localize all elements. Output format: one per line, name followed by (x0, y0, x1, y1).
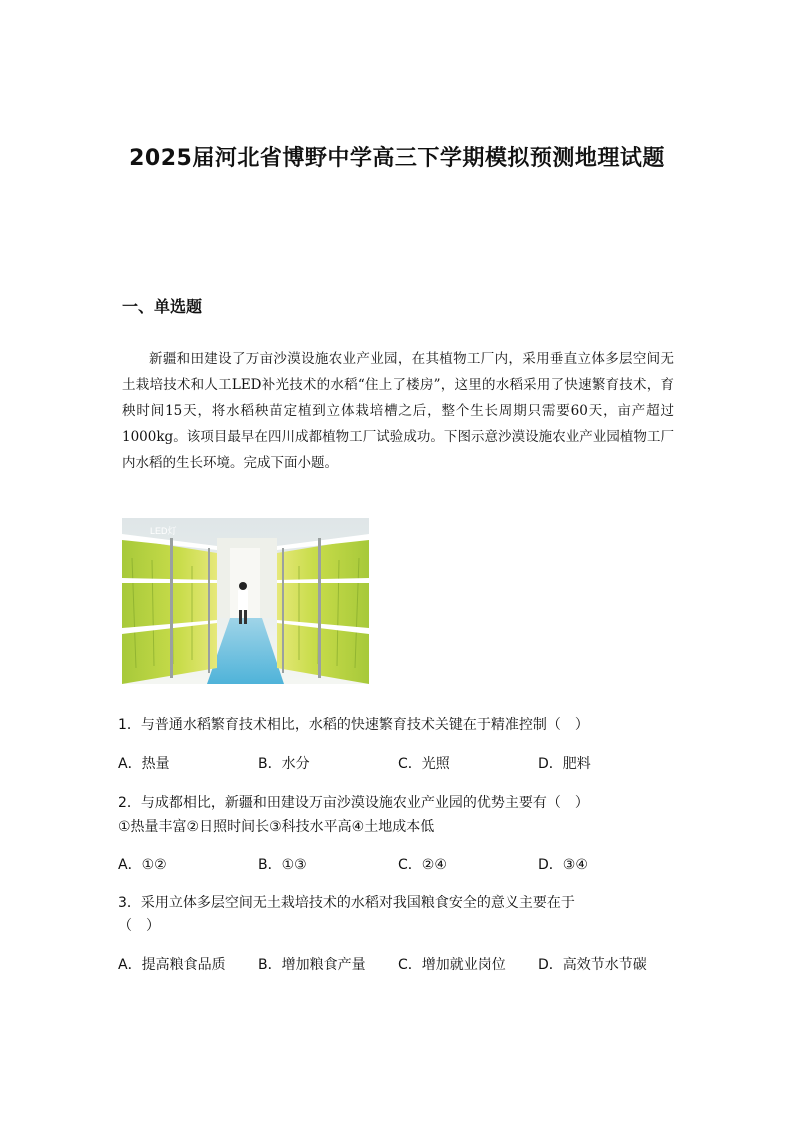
q1-option-c[interactable]: C．光照 (398, 756, 450, 772)
q3-option-d[interactable]: D．高效节水节碳 (538, 957, 647, 973)
q1-option-a[interactable]: A．热量 (118, 756, 170, 772)
q1-option-b[interactable]: B．水分 (258, 756, 310, 772)
q2-option-c[interactable]: C．②④ (398, 857, 447, 873)
q3-option-b[interactable]: B．增加粮食产量 (258, 957, 366, 973)
question-3-options (118, 953, 678, 977)
led-label: LED灯 (150, 526, 177, 536)
section-heading: 一、单选题 (122, 297, 203, 316)
q2-option-b[interactable]: B．①③ (258, 857, 307, 873)
question-2-choices-line: ①热量丰富②日照时间长③科技水平高④土地成本低 (118, 819, 435, 835)
question-2-options (118, 853, 678, 877)
document-title: 2025届河北省博野中学高三下学期模拟预测地理试题 (129, 146, 665, 171)
q3-option-c[interactable]: C．增加就业岗位 (398, 957, 506, 973)
q2-option-a[interactable]: A．①② (118, 857, 167, 873)
q2-option-d[interactable]: D．③④ (538, 857, 588, 873)
question-3-stem: 3．采用立体多层空间无土栽培技术的水稻对我国粮食安全的意义主要在于 (118, 895, 575, 911)
q1-option-d[interactable]: D．肥料 (538, 756, 591, 772)
q3-option-a[interactable]: A．提高粮食品质 (118, 957, 226, 973)
question-1-stem: 1．与普通水稻繁育技术相比，水稻的快速繁育技术关键在于精准控制（ ） (118, 717, 589, 733)
question-2-stem: 2．与成都相比，新疆和田建设万亩沙漠设施农业产业园的优势主要有（ ） (118, 795, 589, 811)
rice-plant-factory-photo (122, 518, 369, 684)
question-1-options (118, 752, 678, 776)
reading-passage: 新疆和田建设了万亩沙漠设施农业产业园，在其植物工厂内，采用垂直立体多层空间无土栽培技术和人工LED补光技术的水稻“住上了楼房”，这里的水稻采用了快速繁育技术，育秧时间15天，将水稻秧苗定植到立体栽培槽之后，整个生长周期只需要60天，亩产超过1000kg。该项目最早在四川成都植物工厂试验成功。下图示意沙漠设施农业产业园植物工厂内水稻的生长环境。完成下面小题。 (122, 351, 674, 471)
question-3-bracket: （ ） (118, 918, 160, 934)
